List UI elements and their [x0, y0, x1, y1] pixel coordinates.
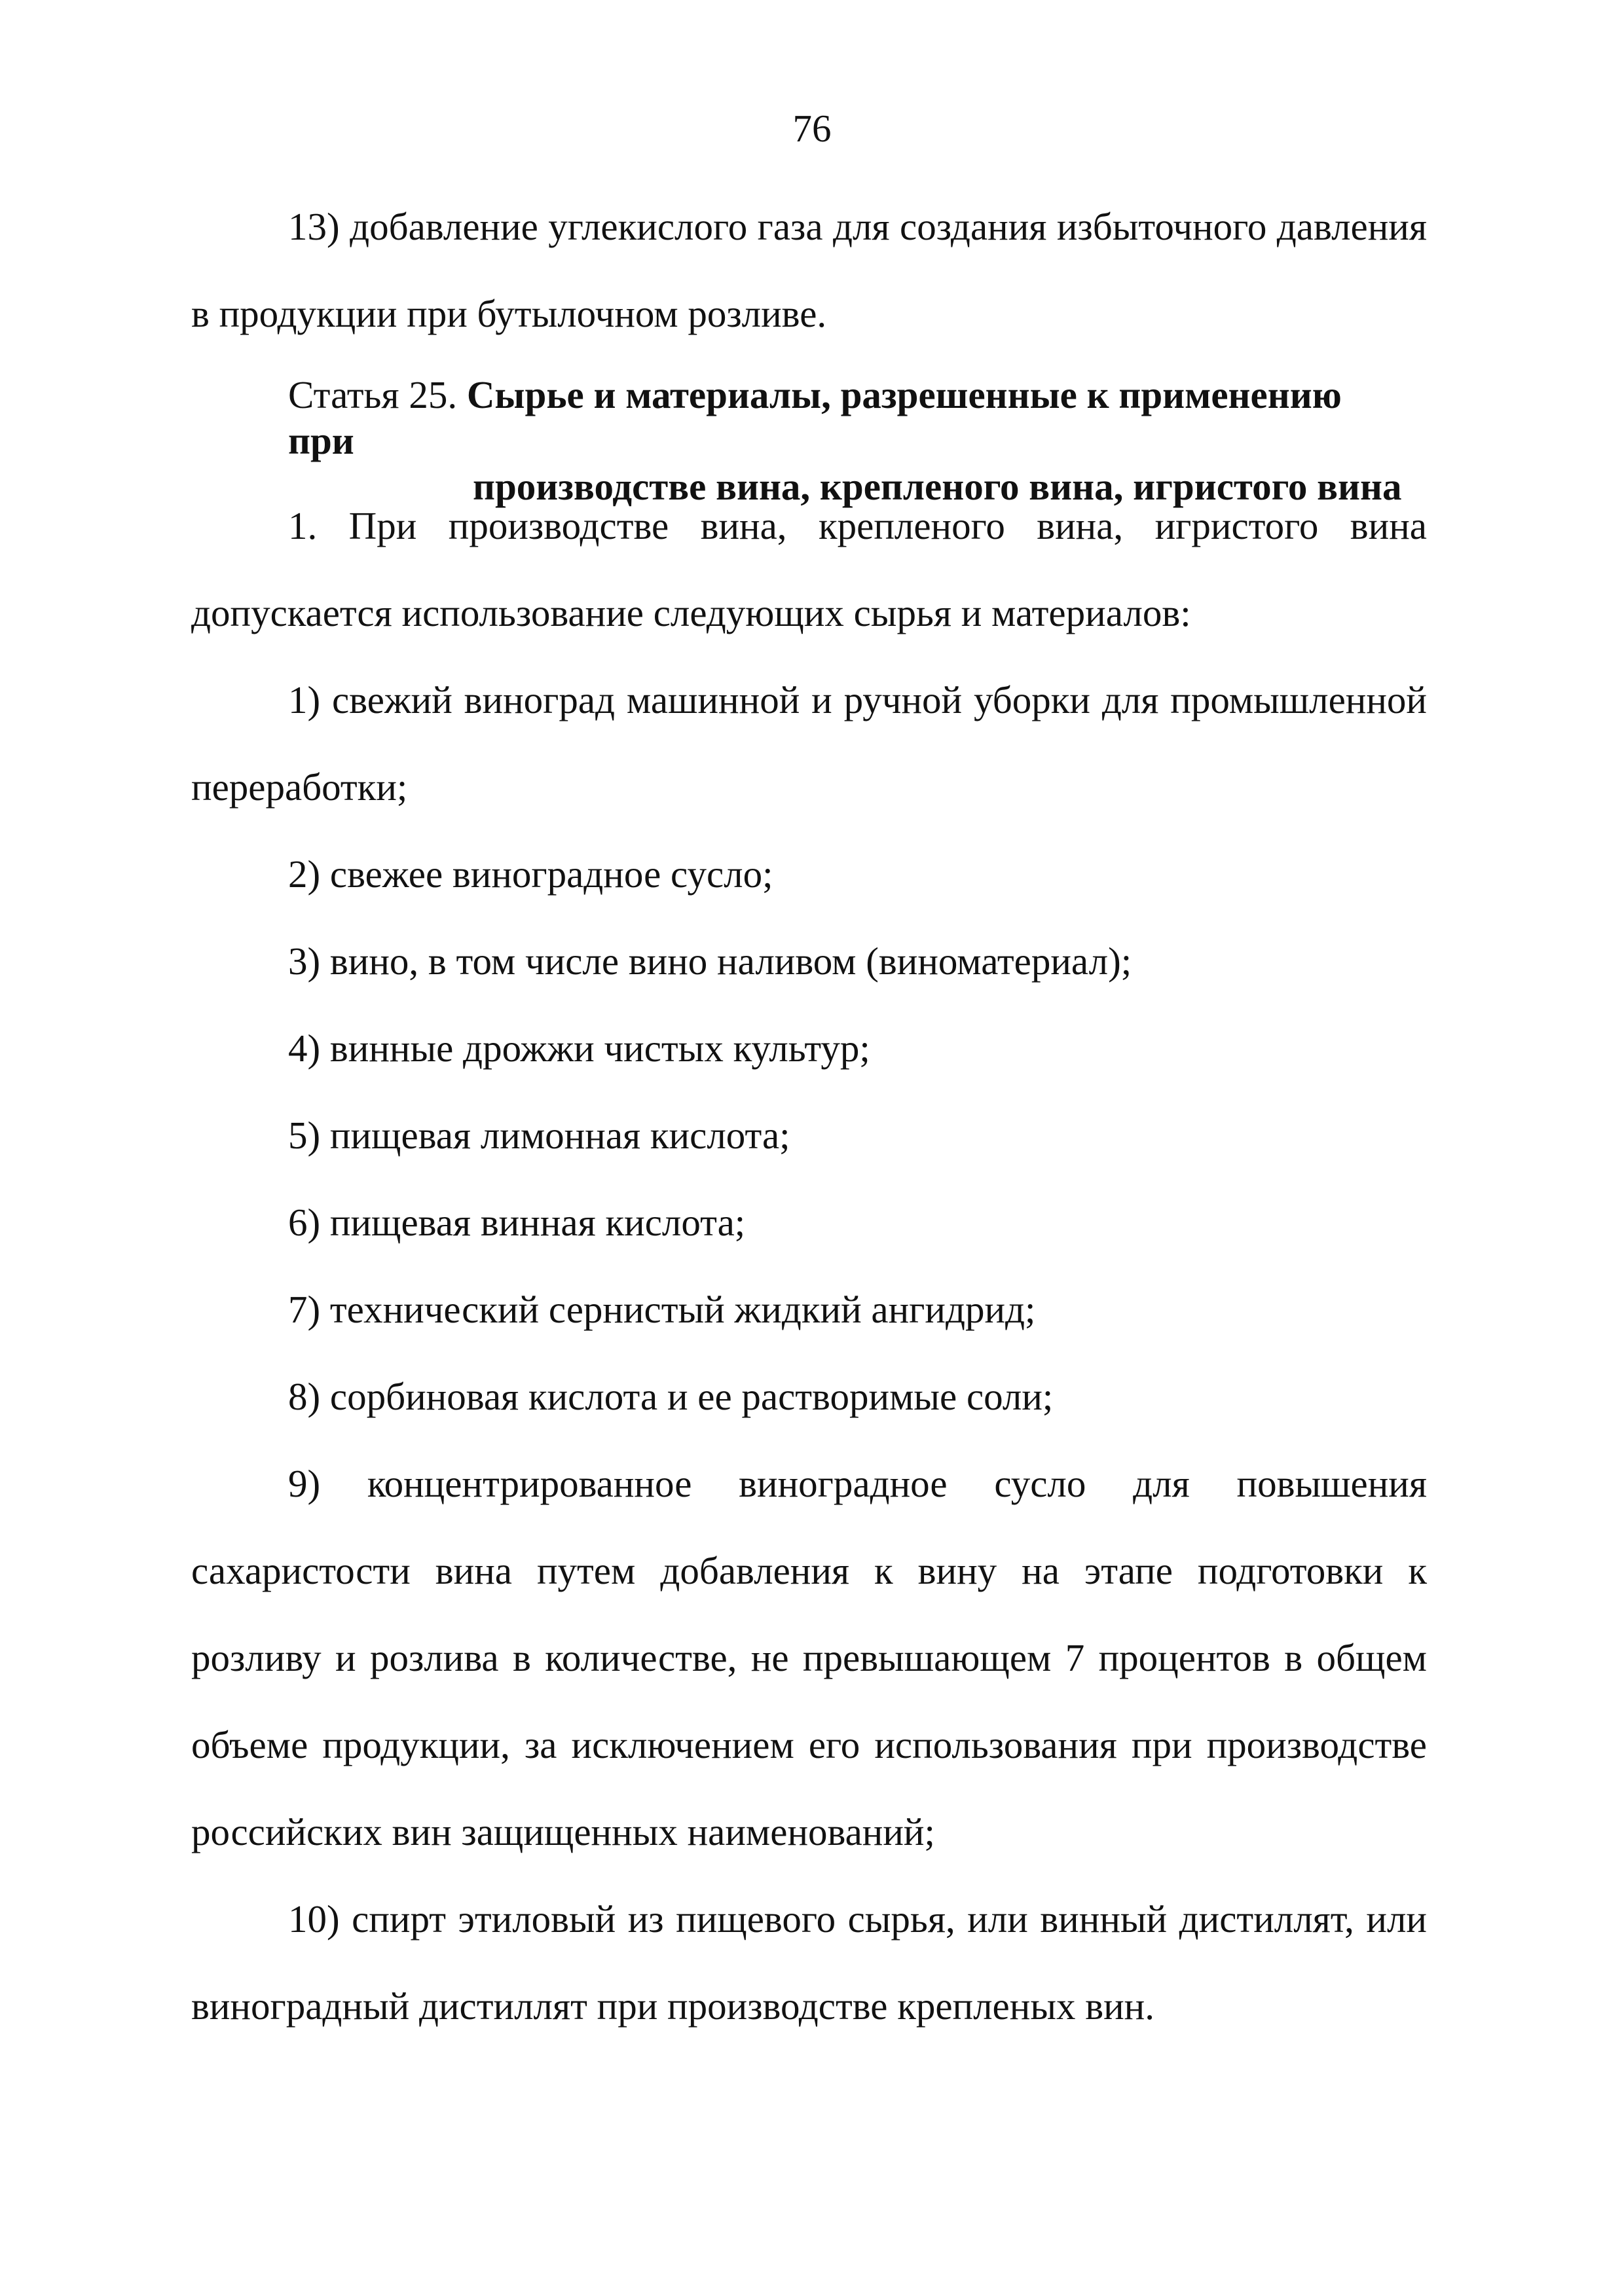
list-item-8: 8) сорбиновая кислота и ее растворимые соли; [288, 1375, 1054, 1418]
article-title-line1: Сырье и материалы, разрешенные к применению при [288, 373, 1342, 462]
list-item-6: 6) пищевая винная кислота; [288, 1201, 746, 1244]
page-number: 76 [792, 107, 832, 150]
article-label: Статья 25. [288, 373, 458, 416]
list-item-9: 9) концентрированное виноградное сусло для повышения сахаристости вина путем добавления к вину на этапе подготовки к розливу и розлива в количестве, не превышающем 7 процентов в общем объеме продукции, за исключением его использования при производстве российских вин защищенных наименований; [191, 1462, 1427, 1853]
list-item-4: 4) винные дрожжи чистых культур; [288, 1027, 870, 1070]
list-item-7: 7) технический сернистый жидкий ангидрид; [288, 1288, 1036, 1331]
article-title-line2: производстве вина, крепленого вина, игристого вина [473, 465, 1402, 508]
intro-item-13: 13) добавление углекислого газа для создания избыточного давления в продукции при бутылочном розливе. [191, 205, 1427, 335]
list-item-1: 1) свежий виноград машинной и ручной уборки для промышленной переработки; [191, 678, 1427, 809]
paragraph-1: 1. При производстве вина, крепленого вина, игристого вина допускается использование следующих сырья и материалов: [191, 504, 1427, 634]
list-item-5: 5) пищевая лимонная кислота; [288, 1114, 790, 1157]
list-item-10: 10) спирт этиловый из пищевого сырья, или винный дистиллят, или виноградный дистиллят при производстве крепленых вин. [191, 1897, 1427, 2028]
list-item-2: 2) свежее виноградное сусло; [288, 852, 773, 896]
list-item-3: 3) вино, в том числе вино наливом (виноматериал); [288, 939, 1132, 983]
